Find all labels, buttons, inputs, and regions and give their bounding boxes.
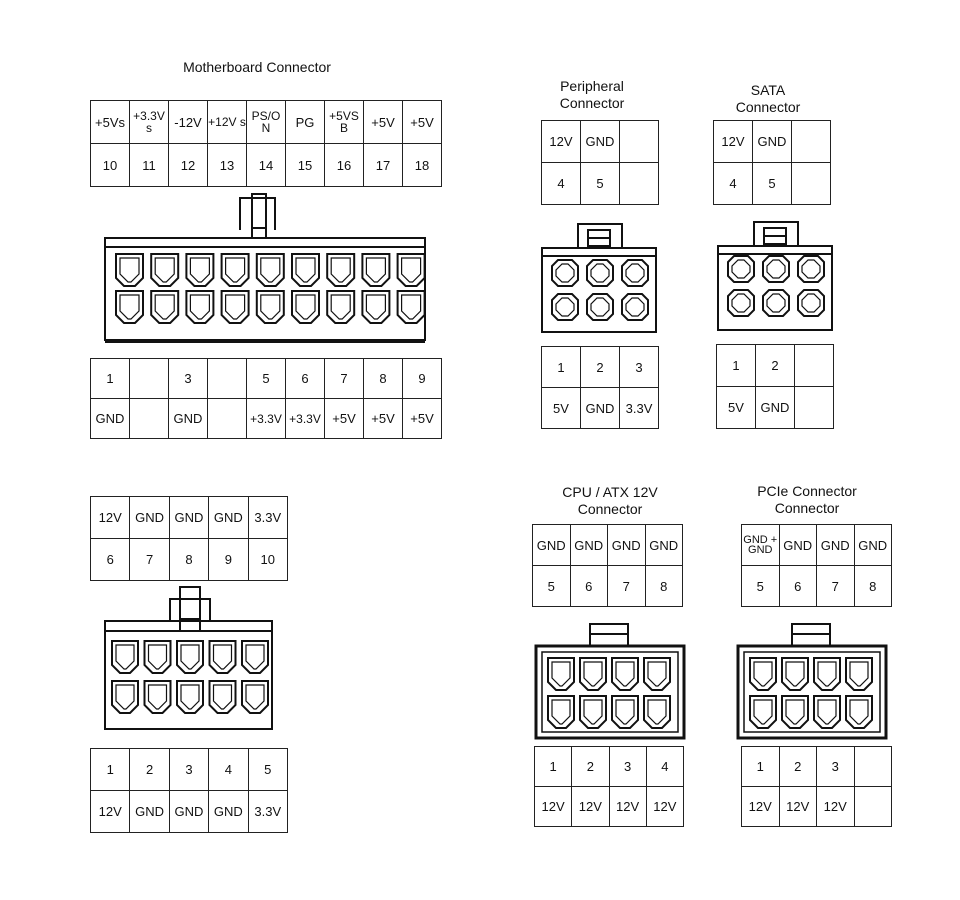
ten-pin-label-10: 3.3V xyxy=(248,497,287,539)
mb-pin-label-15: PG xyxy=(286,101,325,144)
peripheral-pin-number-6 xyxy=(620,163,659,205)
pin-cavity-inner xyxy=(246,685,264,709)
ten-pin-top-pin-table xyxy=(90,496,288,581)
pin-cavity-inner xyxy=(556,264,574,282)
pcie-connector-illustration xyxy=(736,622,888,740)
mb-pin-number-3: 3 xyxy=(169,359,208,399)
pcie-pin-label-1: 12V xyxy=(742,787,780,827)
mb-pin-label-16: +5VS B xyxy=(325,101,364,144)
cpu-pin-number-2: 2 xyxy=(572,747,609,787)
mb-pin-label-11: +3.3V s xyxy=(130,101,169,144)
pcie-pin-number-8: 8 xyxy=(854,566,892,607)
pcie-pin-number-1: 1 xyxy=(742,747,780,787)
mb-pin-number-13: 13 xyxy=(208,144,247,187)
pin-cavity-inner xyxy=(226,295,245,319)
pcie-pin-number-6: 6 xyxy=(779,566,817,607)
ten-pin-number-5: 5 xyxy=(248,749,287,791)
pin-cavity-inner xyxy=(802,294,820,312)
cpu-pin-number-1: 1 xyxy=(535,747,572,787)
mb-pin-number-10: 10 xyxy=(91,144,130,187)
pcie-pin-label-4 xyxy=(854,787,892,827)
pin-cavity-inner xyxy=(786,700,804,724)
pin-cavity-inner xyxy=(850,662,868,686)
pin-cavity-inner xyxy=(552,700,570,724)
ten-pin-number-3: 3 xyxy=(169,749,208,791)
peripheral-pin-label-6 xyxy=(620,121,659,163)
pin-cavity-inner xyxy=(754,700,772,724)
mb-pin-label-12: -12V xyxy=(169,101,208,144)
sata-top-pin-table xyxy=(713,120,831,205)
cpu-title: CPU / ATX 12V Connector xyxy=(562,484,658,517)
ten-pin-label-6: 12V xyxy=(91,497,130,539)
sata-pin-label-4: 12V xyxy=(714,121,753,163)
peripheral-pin-number-1: 1 xyxy=(542,347,581,388)
pin-cavity-inner xyxy=(331,295,350,319)
pin-cavity-inner xyxy=(190,295,209,319)
sata-connector-illustration xyxy=(716,216,834,334)
peripheral-pin-number-5: 5 xyxy=(581,163,620,205)
sata-pin-number-6 xyxy=(792,163,831,205)
ten-pin-number-2: 2 xyxy=(130,749,169,791)
pin-cavity-inner xyxy=(850,700,868,724)
pin-cavity-inner xyxy=(616,700,634,724)
sata-pin-label-6 xyxy=(792,121,831,163)
pin-cavity-inner xyxy=(626,264,644,282)
pin-cavity-inner xyxy=(246,645,264,669)
pin-cavity-inner xyxy=(214,685,232,709)
ten-pin-number-1: 1 xyxy=(91,749,130,791)
mb-pin-number-7: 7 xyxy=(325,359,364,399)
cpu-pin-label-2: 12V xyxy=(572,787,609,827)
mb-pin-number-17: 17 xyxy=(364,144,403,187)
motherboard-bottom-pin-table xyxy=(90,358,442,439)
ten-pin-number-10: 10 xyxy=(248,539,287,581)
pin-cavity-inner xyxy=(155,258,174,282)
pin-cavity-inner xyxy=(402,295,421,319)
mb-pin-label-9: +5V xyxy=(403,399,442,439)
motherboard-top-pin-table xyxy=(90,100,442,187)
cpu-top-pin-table xyxy=(532,524,683,607)
pin-cavity-inner xyxy=(552,662,570,686)
ten-pin-label-1: 12V xyxy=(91,791,130,833)
mb-pin-number-4 xyxy=(208,359,247,399)
pin-cavity-inner xyxy=(181,645,199,669)
cpu-pin-label-5: GND xyxy=(533,525,571,566)
cpu-bottom-pin-table xyxy=(534,746,684,827)
ten-pin-label-4: GND xyxy=(209,791,248,833)
mb-pin-number-8: 8 xyxy=(364,359,403,399)
mb-pin-number-14: 14 xyxy=(247,144,286,187)
mb-pin-label-6: +3.3V xyxy=(286,399,325,439)
sata-pin-label-2: GND xyxy=(756,387,795,429)
peripheral-pin-number-2: 2 xyxy=(581,347,620,388)
pin-cavity-inner xyxy=(732,260,750,278)
pin-cavity-inner xyxy=(120,295,139,319)
mb-pin-number-12: 12 xyxy=(169,144,208,187)
mb-pin-label-3: GND xyxy=(169,399,208,439)
cpu-pin-number-5: 5 xyxy=(533,566,571,607)
motherboard-title: Motherboard Connector xyxy=(183,59,331,75)
ten-pin-number-9: 9 xyxy=(209,539,248,581)
pin-cavity-inner xyxy=(190,258,209,282)
pin-cavity-inner xyxy=(120,258,139,282)
sata-pin-number-3 xyxy=(795,345,834,387)
peripheral-pin-label-5: GND xyxy=(581,121,620,163)
peripheral-bottom-pin-table xyxy=(541,346,659,429)
cpu-pin-number-6: 6 xyxy=(570,566,608,607)
mb-pin-number-1: 1 xyxy=(91,359,130,399)
sata-pin-number-5: 5 xyxy=(753,163,792,205)
pin-cavity-inner xyxy=(786,662,804,686)
cpu-pin-label-6: GND xyxy=(570,525,608,566)
pin-cavity-inner xyxy=(754,662,772,686)
pin-cavity-inner xyxy=(296,295,315,319)
ten-pin-number-8: 8 xyxy=(169,539,208,581)
sata-pin-number-4: 4 xyxy=(714,163,753,205)
cpu-pin-label-3: 12V xyxy=(609,787,646,827)
ten-pin-label-9: GND xyxy=(209,497,248,539)
peripheral-connector-illustration xyxy=(540,218,658,336)
ten-pin-number-4: 4 xyxy=(209,749,248,791)
pcie-pin-number-2: 2 xyxy=(779,747,817,787)
pin-cavity-inner xyxy=(767,260,785,278)
pin-cavity-inner xyxy=(616,662,634,686)
peripheral-pin-label-2: GND xyxy=(581,388,620,429)
mb-pin-label-10: +5Vs xyxy=(91,101,130,144)
mb-pin-label-13: +12V s xyxy=(208,101,247,144)
pin-cavity-inner xyxy=(732,294,750,312)
pcie-pin-label-3: 12V xyxy=(817,787,855,827)
sata-pin-number-1: 1 xyxy=(717,345,756,387)
pin-cavity-inner xyxy=(818,700,836,724)
sata-pin-label-3 xyxy=(795,387,834,429)
pin-cavity-inner xyxy=(402,258,421,282)
sata-pin-label-5: GND xyxy=(753,121,792,163)
pin-cavity-inner xyxy=(155,295,174,319)
cpu-pin-number-7: 7 xyxy=(608,566,646,607)
pin-cavity-inner xyxy=(226,258,245,282)
cpu-pin-number-4: 4 xyxy=(646,747,683,787)
peripheral-pin-label-3: 3.3V xyxy=(620,388,659,429)
pcie-pin-label-2: 12V xyxy=(779,787,817,827)
ten-pin-label-2: GND xyxy=(130,791,169,833)
ten-pin-number-7: 7 xyxy=(130,539,169,581)
pin-cavity-inner xyxy=(261,258,280,282)
mb-pin-label-8: +5V xyxy=(364,399,403,439)
pcie-pin-number-5: 5 xyxy=(742,566,780,607)
mb-pin-label-18: +5V xyxy=(403,101,442,144)
pin-cavity-inner xyxy=(214,645,232,669)
pcie-title: PCIe Connector Connector xyxy=(757,483,857,516)
mb-pin-label-14: PS/O N xyxy=(247,101,286,144)
mb-pin-number-6: 6 xyxy=(286,359,325,399)
pcie-pin-label-5: GND + GND xyxy=(742,525,780,566)
pin-cavity-inner xyxy=(296,258,315,282)
pin-cavity-inner xyxy=(149,645,167,669)
mb-pin-number-16: 16 xyxy=(325,144,364,187)
mb-pin-label-17: +5V xyxy=(364,101,403,144)
cpu-pin-label-4: 12V xyxy=(646,787,683,827)
pin-cavity-inner xyxy=(767,294,785,312)
pin-cavity-inner xyxy=(591,264,609,282)
mb-pin-label-2 xyxy=(130,399,169,439)
pcie-pin-number-7: 7 xyxy=(817,566,855,607)
mb-pin-label-7: +5V xyxy=(325,399,364,439)
sata-pin-label-1: 5V xyxy=(717,387,756,429)
sata-title: SATA Connector xyxy=(735,82,801,115)
mb-pin-label-4 xyxy=(208,399,247,439)
pcie-pin-label-7: GND xyxy=(817,525,855,566)
pin-cavity-inner xyxy=(366,295,385,319)
pcie-bottom-pin-table xyxy=(741,746,892,827)
pin-cavity-inner xyxy=(584,662,602,686)
pcie-pin-label-8: GND xyxy=(854,525,892,566)
cpu-pin-number-3: 3 xyxy=(609,747,646,787)
ten-pin-number-6: 6 xyxy=(91,539,130,581)
ten-pin-label-3: GND xyxy=(169,791,208,833)
cpu-pin-label-7: GND xyxy=(608,525,646,566)
peripheral-top-pin-table xyxy=(541,120,659,205)
pin-cavity-inner xyxy=(181,685,199,709)
ten-pin-label-8: GND xyxy=(169,497,208,539)
pin-cavity-inner xyxy=(116,645,134,669)
pin-cavity-inner xyxy=(149,685,167,709)
pcie-pin-number-4 xyxy=(854,747,892,787)
cpu-pin-number-8: 8 xyxy=(645,566,683,607)
peripheral-pin-number-3: 3 xyxy=(620,347,659,388)
pcie-top-pin-table xyxy=(741,524,892,607)
mb-pin-label-5: +3.3V xyxy=(247,399,286,439)
pin-cavity-inner xyxy=(626,298,644,316)
pin-cavity-inner xyxy=(648,662,666,686)
ten-pin-connector-illustration xyxy=(100,583,280,733)
peripheral-pin-label-1: 5V xyxy=(542,388,581,429)
ten-pin-label-7: GND xyxy=(130,497,169,539)
mb-pin-number-15: 15 xyxy=(286,144,325,187)
mb-pin-number-2 xyxy=(130,359,169,399)
pin-cavity-inner xyxy=(591,298,609,316)
pin-cavity-inner xyxy=(366,258,385,282)
cpu-connector-illustration xyxy=(534,622,686,740)
pin-cavity-inner xyxy=(818,662,836,686)
ten-pin-label-5: 3.3V xyxy=(248,791,287,833)
mb-pin-label-1: GND xyxy=(91,399,130,439)
sata-bottom-pin-table xyxy=(716,344,834,429)
mb-pin-number-5: 5 xyxy=(247,359,286,399)
pin-cavity-inner xyxy=(584,700,602,724)
pin-cavity-inner xyxy=(261,295,280,319)
peripheral-pin-label-4: 12V xyxy=(542,121,581,163)
pin-cavity-inner xyxy=(331,258,350,282)
mb-pin-number-9: 9 xyxy=(403,359,442,399)
mb-pin-number-18: 18 xyxy=(403,144,442,187)
cpu-pin-label-8: GND xyxy=(645,525,683,566)
peripheral-pin-number-4: 4 xyxy=(542,163,581,205)
pin-cavity-inner xyxy=(116,685,134,709)
pin-cavity-inner xyxy=(802,260,820,278)
cpu-pin-label-1: 12V xyxy=(535,787,572,827)
pcie-pin-label-6: GND xyxy=(779,525,817,566)
sata-pin-number-2: 2 xyxy=(756,345,795,387)
pin-cavity-inner xyxy=(648,700,666,724)
peripheral-title: Peripheral Connector xyxy=(559,78,625,111)
motherboard-connector-illustration xyxy=(100,190,430,350)
ten-pin-bottom-pin-table xyxy=(90,748,288,833)
mb-pin-number-11: 11 xyxy=(130,144,169,187)
pcie-pin-number-3: 3 xyxy=(817,747,855,787)
pin-cavity-inner xyxy=(556,298,574,316)
